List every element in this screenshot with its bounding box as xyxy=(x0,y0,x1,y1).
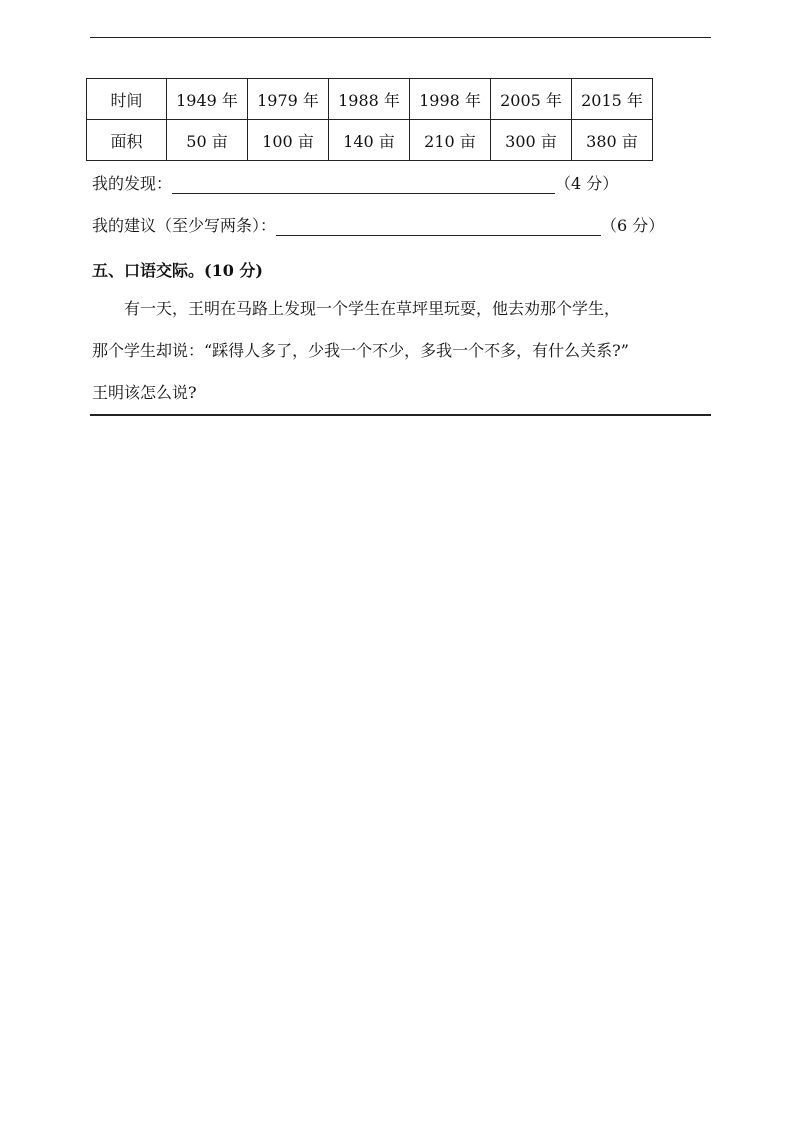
finding-answer-blank[interactable] xyxy=(172,179,555,194)
year-cell: 1979 年 xyxy=(248,79,329,120)
area-cell: 300 亩 xyxy=(491,120,572,161)
year-cell: 1988 年 xyxy=(329,79,410,120)
section-title: 五、口语交际。(10 分) xyxy=(92,261,263,280)
paragraph-line-1: 有一天，王明在马路上发现一个学生在草坪里玩耍，他去劝那个学生， xyxy=(124,299,621,318)
suggestion-label: 我的建议（至少写两条）： xyxy=(92,216,277,235)
area-cell: 140 亩 xyxy=(329,120,410,161)
finding-line xyxy=(92,174,618,194)
year-cell: 2005 年 xyxy=(491,79,572,120)
row-header-time: 时间 xyxy=(87,79,167,120)
area-cell: 100 亩 xyxy=(248,120,329,161)
area-cell: 210 亩 xyxy=(410,120,491,161)
year-cell: 2015 年 xyxy=(572,79,653,120)
row-header-area: 面积 xyxy=(87,120,167,161)
area-cell: 380 亩 xyxy=(572,120,653,161)
table-row-years xyxy=(87,79,653,120)
suggestion-answer-blank[interactable] xyxy=(276,221,601,236)
finding-score: （4 分） xyxy=(555,174,619,193)
suggestion-score: （6 分） xyxy=(601,216,665,235)
year-cell: 1949 年 xyxy=(167,79,248,120)
table-row-areas xyxy=(87,120,653,161)
paragraph-line-2: 那个学生却说：“踩得人多了，少我一个不少，多我一个不多，有什么关系?” xyxy=(92,341,629,360)
data-table xyxy=(86,78,653,161)
paragraph-line-3: 王明该怎么说? xyxy=(92,383,197,402)
top-rule xyxy=(90,37,711,38)
suggestion-line xyxy=(92,216,664,236)
answer-rule[interactable] xyxy=(90,414,711,416)
area-cell: 50 亩 xyxy=(167,120,248,161)
year-cell: 1998 年 xyxy=(410,79,491,120)
finding-label: 我的发现： xyxy=(92,174,173,193)
